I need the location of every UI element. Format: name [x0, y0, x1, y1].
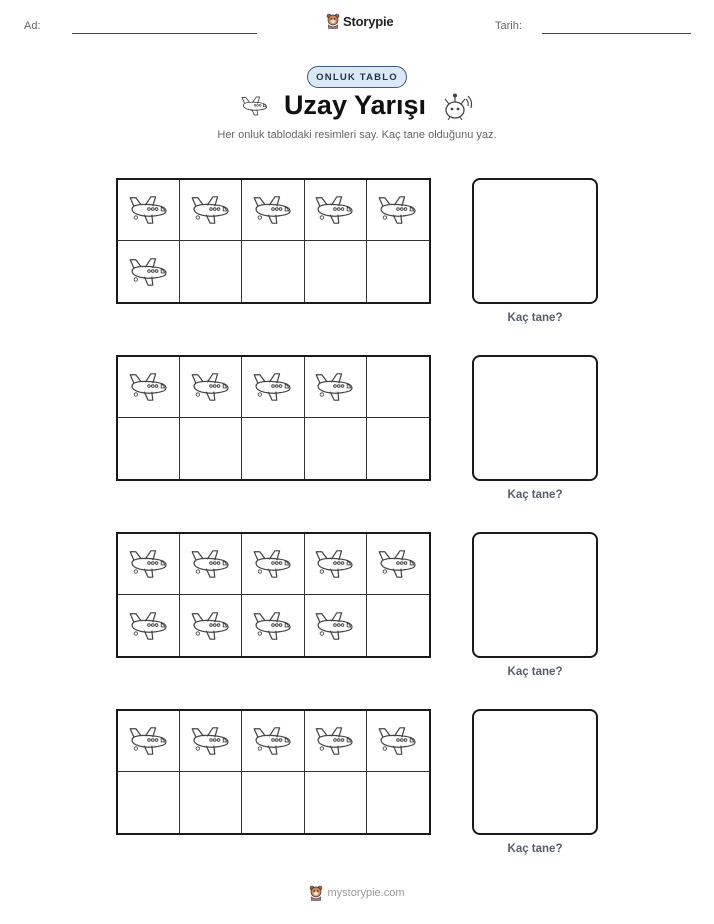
airplane-icon: [314, 194, 356, 226]
ten-frame-1: [116, 178, 431, 304]
ten-frame-cell: [305, 180, 367, 241]
ten-frame-cell: [242, 180, 304, 241]
answer-box-3[interactable]: [472, 532, 598, 658]
ten-frame-cell: [180, 711, 242, 772]
ten-frame-cell: [367, 180, 429, 241]
airplane-icon: [252, 725, 294, 757]
ten-frame-cell: [367, 595, 429, 656]
ten-frame-cell: [305, 711, 367, 772]
airplane-icon: [128, 256, 170, 288]
airplane-icon: [314, 610, 356, 642]
airplane-icon: [190, 194, 232, 226]
airplane-icon: [252, 194, 294, 226]
answer-label-2: Kaç tane?: [507, 489, 563, 501]
ten-frame-cell: [305, 357, 367, 418]
ten-frame-cell: [367, 418, 429, 479]
ten-frame-cell: [180, 241, 242, 302]
airplane-icon: [190, 610, 232, 642]
ten-frame-3: [116, 532, 431, 658]
ten-frame-cell: [118, 418, 180, 479]
date-line[interactable]: [542, 33, 691, 34]
footer-site: mystorypie.com: [327, 887, 405, 899]
title-row: [0, 90, 714, 121]
ten-frame-cell: [367, 711, 429, 772]
airplane-icon: [128, 194, 170, 226]
worksheet-type-badge: ONLUK TABLO: [307, 66, 407, 88]
airplane-icon: [128, 548, 170, 580]
airplane-icon: [190, 548, 232, 580]
name-line[interactable]: [72, 33, 257, 34]
airplane-icon: [377, 725, 419, 757]
airplane-icon: [240, 95, 270, 117]
ten-frame-cell: [180, 595, 242, 656]
airplane-icon: [252, 548, 294, 580]
answer-box-1[interactable]: [472, 178, 598, 304]
answer-label-1: Kaç tane?: [507, 312, 563, 324]
ten-frame-cell: [305, 595, 367, 656]
ten-frame-cell: [305, 772, 367, 833]
ten-frame-cell: [180, 357, 242, 418]
ten-frame-cell: [118, 357, 180, 418]
ten-frame-cell: [242, 534, 304, 595]
airplane-icon: [190, 725, 232, 757]
ten-frame-cell: [305, 241, 367, 302]
ten-frame-cell: [305, 534, 367, 595]
logo-text: Storypie: [343, 13, 394, 29]
ten-frame-cell: [180, 180, 242, 241]
airplane-icon: [128, 371, 170, 403]
name-label: Ad:: [24, 20, 41, 32]
ten-frame-cell: [242, 241, 304, 302]
answer-label-3: Kaç tane?: [507, 666, 563, 678]
footer: [0, 885, 714, 901]
instructions: Her onluk tablodaki resimleri say. Kaç tane olduğunu yaz.: [217, 129, 497, 141]
ten-frame-cell: [242, 772, 304, 833]
ten-frame-4: [116, 709, 431, 835]
answer-box-4[interactable]: [472, 709, 598, 835]
storypie-logo: [326, 13, 393, 29]
ten-frame-cell: [180, 418, 242, 479]
airplane-icon: [314, 725, 356, 757]
answer-box-2[interactable]: [472, 355, 598, 481]
ten-frame-cell: [242, 711, 304, 772]
airplane-icon: [252, 610, 294, 642]
ten-frame-cell: [367, 357, 429, 418]
ten-frame-2: [116, 355, 431, 481]
airplane-icon: [377, 548, 419, 580]
airplane-icon: [377, 194, 419, 226]
satellite-icon: [440, 91, 474, 121]
ten-frame-cell: [367, 241, 429, 302]
ten-frame-cell: [180, 772, 242, 833]
bear-mascot-icon: [326, 13, 340, 29]
ten-frame-cell: [118, 595, 180, 656]
ten-frame-cell: [118, 180, 180, 241]
airplane-icon: [128, 610, 170, 642]
worksheet-title: Uzay Yarışı: [283, 90, 427, 120]
ten-frame-cell: [242, 595, 304, 656]
ten-frame-cell: [242, 357, 304, 418]
airplane-icon: [190, 371, 232, 403]
ten-frame-cell: [118, 772, 180, 833]
answer-label-4: Kaç tane?: [507, 843, 563, 855]
airplane-icon: [314, 371, 356, 403]
date-label: Tarih:: [495, 20, 522, 32]
bear-mascot-icon: [309, 885, 323, 901]
ten-frame-cell: [242, 418, 304, 479]
ten-frame-cell: [118, 711, 180, 772]
ten-frame-cell: [118, 534, 180, 595]
ten-frame-cell: [305, 418, 367, 479]
airplane-icon: [128, 725, 170, 757]
ten-frame-cell: [180, 534, 242, 595]
ten-frame-cell: [367, 534, 429, 595]
airplane-icon: [252, 371, 294, 403]
airplane-icon: [314, 548, 356, 580]
ten-frame-cell: [367, 772, 429, 833]
ten-frame-cell: [118, 241, 180, 302]
